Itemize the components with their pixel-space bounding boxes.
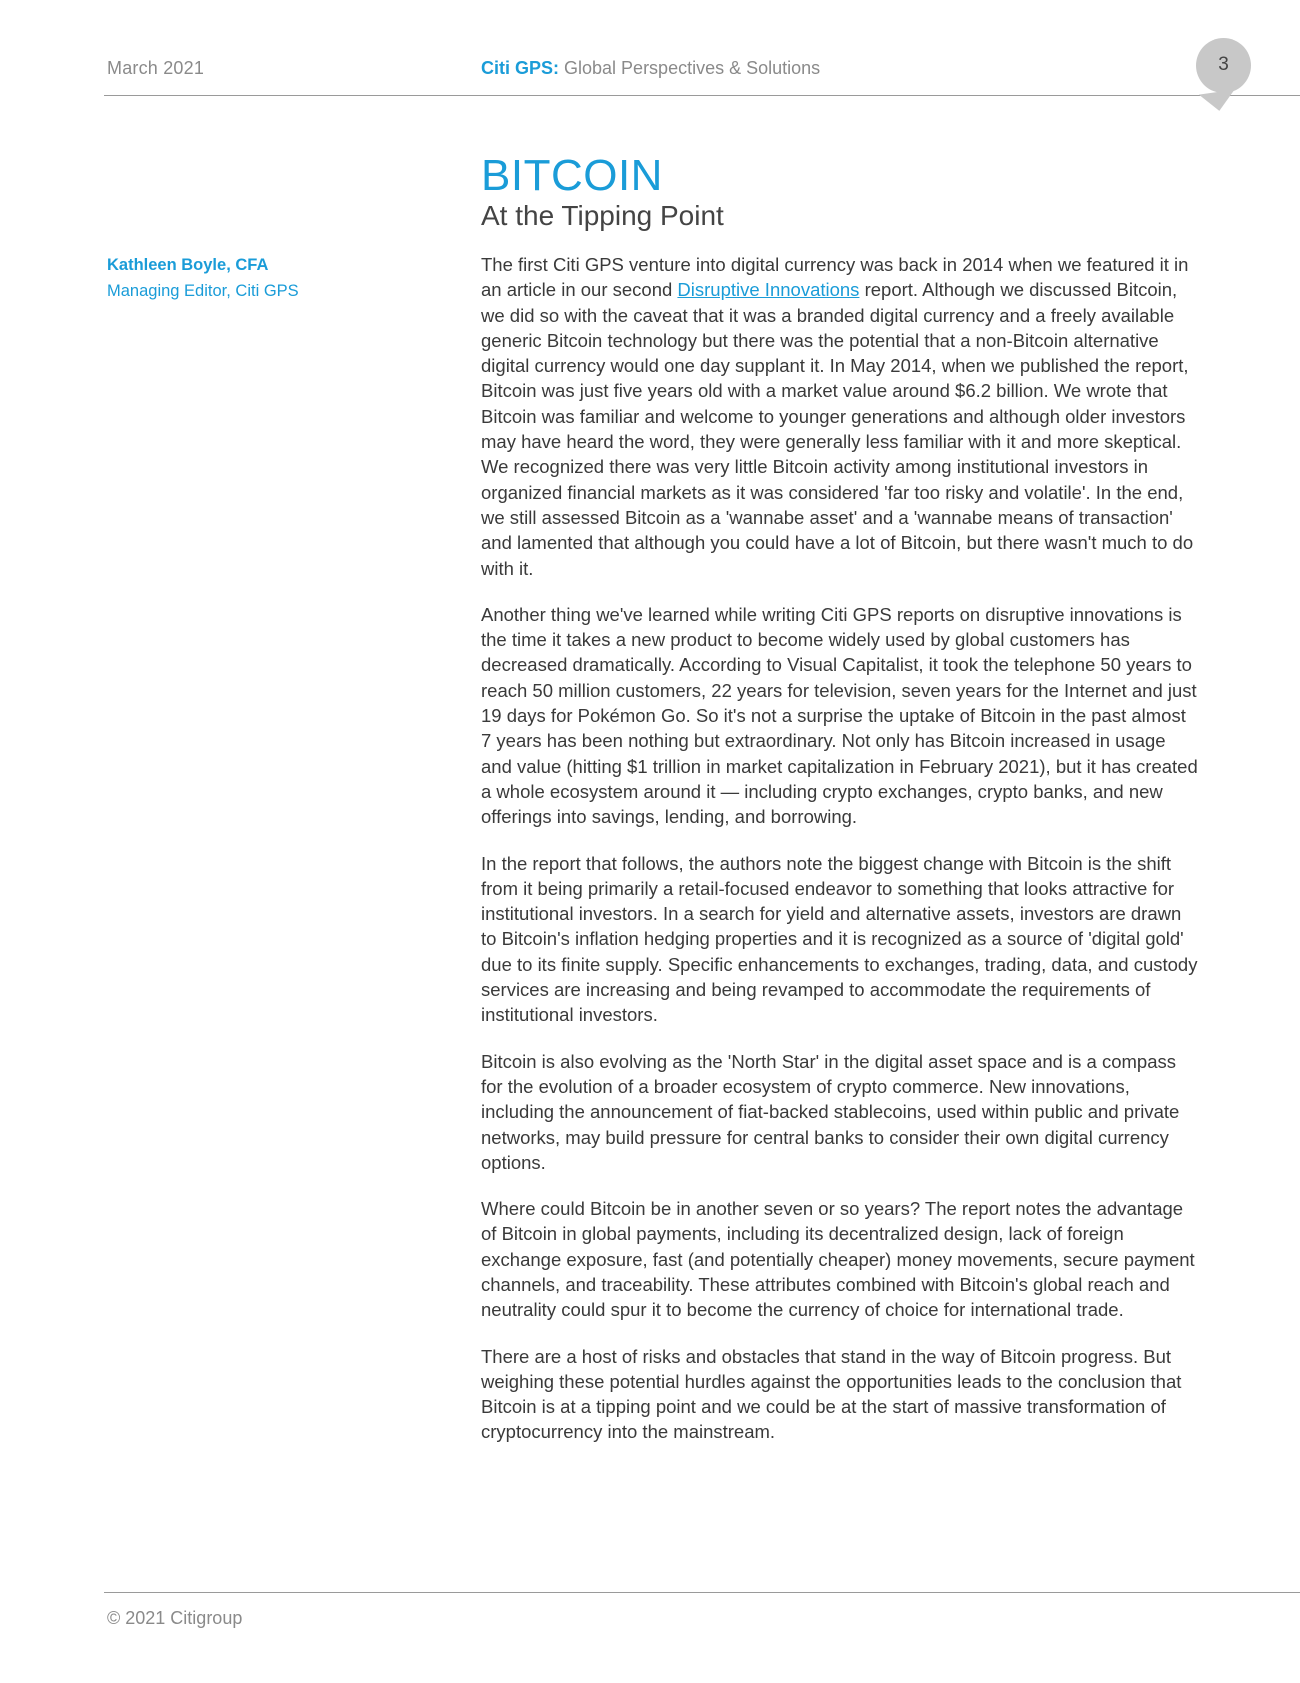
paragraph-6: There are a host of risks and obstacles that stand in the way of Bitcoin progress. But weighing these potential hurdles against the opportunities leads to the conclusion that Bitcoin is at a tipping point and we could be at the start of massive transformation of cryptocurrency into the mainstream. (481, 1345, 1182, 1443)
header-divider (104, 95, 1300, 96)
brand-tagline: Global Perspectives & Solutions (559, 58, 821, 78)
footer-copyright: © 2021 Citigroup (107, 1608, 243, 1628)
article-body (481, 252, 1201, 1466)
disruptive-innovations-link[interactable]: Disruptive Innovations (677, 279, 860, 301)
paragraph-2: Another thing we've learned while writing Citi GPS reports on disruptive innovations is the time it takes a new product to become widely used by global customers has decreased dramatically. According to Visual Capitalist, it took the telephone 50 years to reach 50 million customers, 22 years for television, seven years for the Internet and just 19 days for Pokémon Go. So it's not a surprise the uptake of Bitcoin in the past almost 7 years has been nothing but extraordinary. Not only has Bitcoin increased in usage and value (hitting $1 trillion in market capitalization in February 2021), but it has created a whole ecosystem around it — including crypto exchanges, crypto banks, and new offerings into savings, lending, and borrowing. (481, 603, 1198, 828)
paragraph-1-text-b: report. Although we discussed Bitcoin, we did so with the caveat that it was a branded digital currency and a freely available generic Bitcoin technology but there was the potential that a non-Bitcoin alternative digital currency would one day supplant it. In May 2014, when we published the report, Bitcoin was just five years old with a market value around $6.2 billion. We wrote that Bitcoin was familiar and welcome to younger generations and although older investors may have heard the word, they were generally less familiar with it and more skeptical. We recognized there was very little Bitcoin activity among institutional investors in organized financial markets as it was considered 'far too risky and volatile'. In the end, we still assessed Bitcoin as a 'wannabe asset' and a 'wannabe means of transaction' and lamented that although you could have a lot of Bitcoin, but there wasn't much to do with it. (481, 279, 1194, 579)
author-role: Managing Editor, Citi GPS (107, 282, 299, 300)
page-title: BITCOIN (481, 151, 663, 200)
footer-divider (104, 1592, 1300, 1593)
brand-name: Citi GPS: (481, 58, 560, 78)
page-number-badge: 3 (1196, 38, 1251, 93)
paragraph-1 (481, 252, 1201, 581)
page-subtitle: At the Tipping Point (481, 200, 724, 231)
paragraph-1-text-a: The first Citi GPS venture into digital currency was back in 2014 when we featured it in an article in our second (481, 254, 1189, 301)
paragraph-5: Where could Bitcoin be in another seven or so years? The report notes the advantage of Bitcoin in global payments, including its decentralized design, lack of foreign exchange exposure, fast (and potentially cheaper) money movements, secure payment channels, and traceability. These attributes combined with Bitcoin's global reach and neutrality could spur it to become the currency of choice for international trade. (481, 1198, 1195, 1321)
author-name: Kathleen Boyle, CFA (107, 256, 269, 274)
paragraph-3: In the report that follows, the authors note the biggest change with Bitcoin is the shift from it being primarily a retail-focused endeavor to something that looks attractive for institutional investors. In a search for yield and alternative assets, investors are drawn to Bitcoin's inflation hedging properties and it is recognized as a source of 'digital gold' due to its finite supply. Specific enhancements to exchanges, trading, data, and custody services are increasing and being revamped to accommodate the requirements of institutional investors. (481, 852, 1198, 1026)
header-brand (481, 58, 820, 79)
header-date: March 2021 (107, 58, 205, 78)
paragraph-4: Bitcoin is also evolving as the 'North Star' in the digital asset space and is a compass for the evolution of a broader ecosystem of crypto commerce. New innovations, including the announcement of fiat-backed stablecoins, used within public and private networks, may build pressure for central banks to consider their own digital currency options. (481, 1050, 1180, 1173)
page-badge-pointer (1199, 90, 1237, 114)
